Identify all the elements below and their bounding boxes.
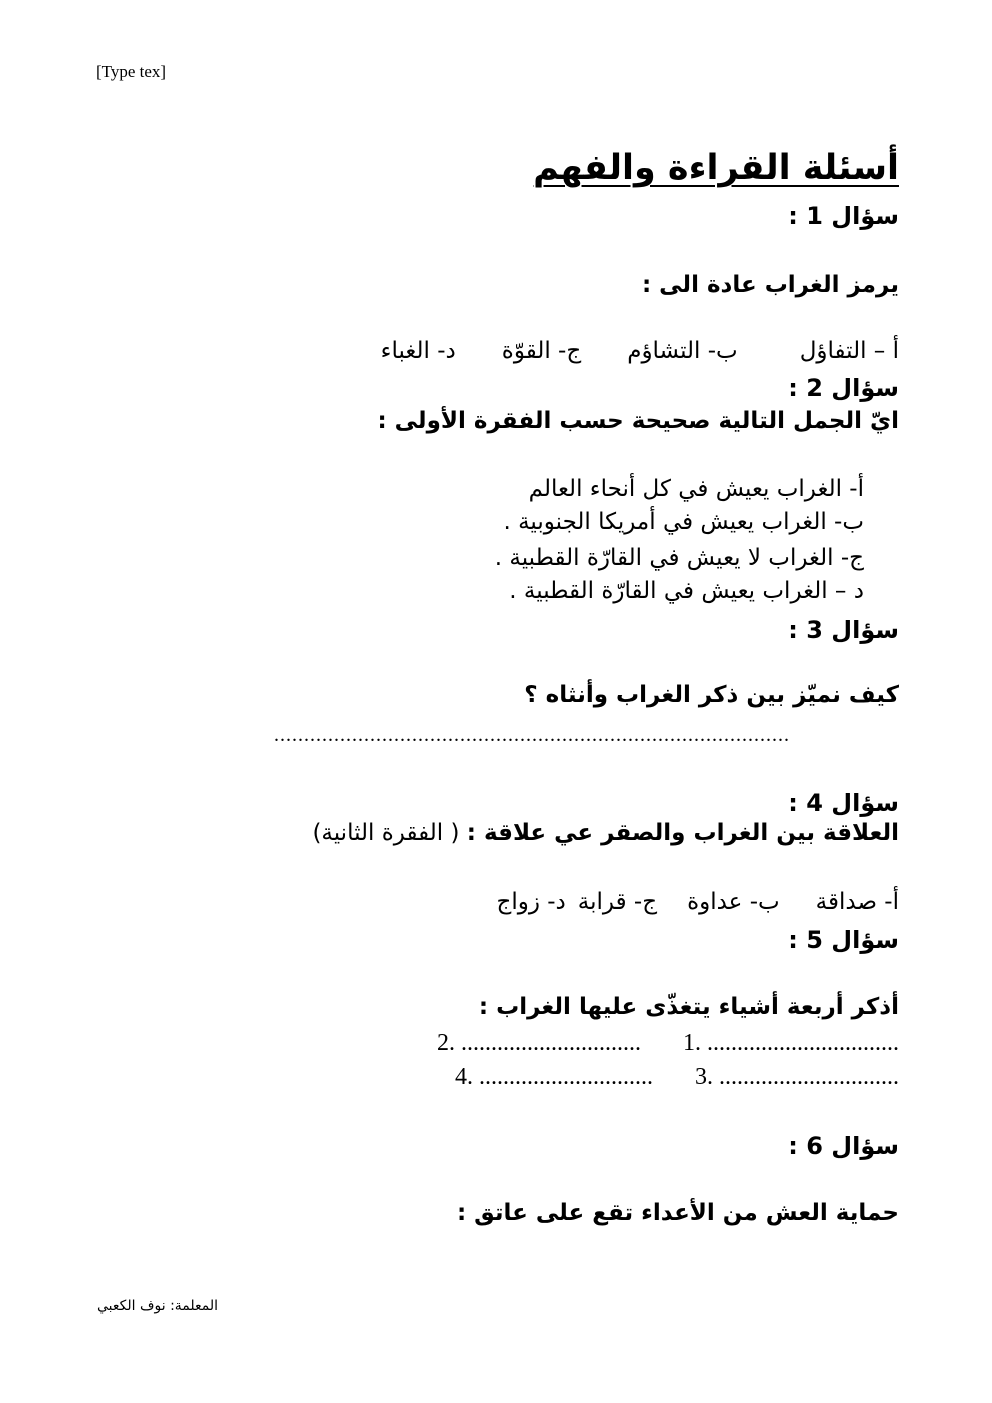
question-1-options bbox=[381, 338, 899, 364]
question-5-label: سؤال 5 : bbox=[788, 926, 899, 954]
question-4-text bbox=[312, 820, 899, 846]
question-6-label: سؤال 6 : bbox=[788, 1132, 899, 1160]
question-2-option-c: ج- الغراب لا يعيش في القارّة القطبية . bbox=[494, 545, 864, 571]
question-4-text-bold: العلاقة بين الغراب والصقر عي علاقة : bbox=[466, 820, 899, 846]
question-5-item-4[interactable]: 4. ............................. bbox=[455, 1064, 653, 1090]
question-5-item-1[interactable]: 1. ................................ bbox=[683, 1030, 899, 1056]
question-4-label: سؤال 4 : bbox=[788, 789, 899, 817]
question-4-option-c: ج- قرابة bbox=[577, 889, 658, 915]
question-5-row-2 bbox=[455, 1064, 899, 1091]
question-6-text: حماية العش من الأعداء تقع على عاتق : bbox=[456, 1200, 899, 1226]
question-4-option-b: ب- عداوة bbox=[687, 889, 780, 915]
question-1-option-b: ب- التشاؤم bbox=[627, 338, 738, 364]
question-2-option-a: أ- الغراب يعيش في كل أنحاء العالم bbox=[528, 476, 864, 502]
question-5-text: أذكر أربعة أشياء يتغذّى عليها الغراب : bbox=[478, 994, 899, 1020]
question-3-text: كيف نميّز بين ذكر الغراب وأنثاه ؟ bbox=[524, 682, 899, 708]
question-2-text: ايّ الجمل التالية صحيحة حسب الفقرة الأولى : bbox=[377, 408, 899, 434]
question-1-option-a: أ – التفاؤل bbox=[799, 338, 899, 364]
question-5-row-1 bbox=[437, 1030, 899, 1057]
question-1-option-c: ج- القوّة bbox=[501, 338, 582, 364]
question-5-item-2[interactable]: 2. .............................. bbox=[437, 1030, 641, 1056]
question-4-option-a: أ- صداقة bbox=[815, 889, 899, 915]
question-3-answer-line[interactable]: ...................................................................................... bbox=[274, 724, 790, 746]
question-1-text: يرمز الغراب عادة الى : bbox=[641, 272, 899, 298]
page-title: أسئلة القراءة والفهم bbox=[533, 148, 899, 188]
question-2-option-d: د – الغراب يعيش في القارّة القطبية . bbox=[509, 578, 864, 604]
question-2-label: سؤال 2 : bbox=[788, 374, 899, 402]
question-5-item-3[interactable]: 3. .............................. bbox=[695, 1064, 899, 1090]
question-1-label: سؤال 1 : bbox=[788, 202, 899, 230]
question-4-options bbox=[496, 889, 899, 915]
question-1-option-d: د- الغباء bbox=[380, 338, 456, 364]
question-4-text-note: ( الفقرة الثانية) bbox=[312, 820, 467, 846]
question-2-option-b: ب- الغراب يعيش في أمريكا الجنوبية . bbox=[503, 509, 864, 535]
page-header: [Type tex] bbox=[96, 62, 167, 81]
question-3-label: سؤال 3 : bbox=[788, 616, 899, 644]
page-footer-teacher: المعلمة: نوف الكعبي bbox=[97, 1298, 219, 1314]
question-4-option-d: د- زواج bbox=[496, 889, 566, 915]
